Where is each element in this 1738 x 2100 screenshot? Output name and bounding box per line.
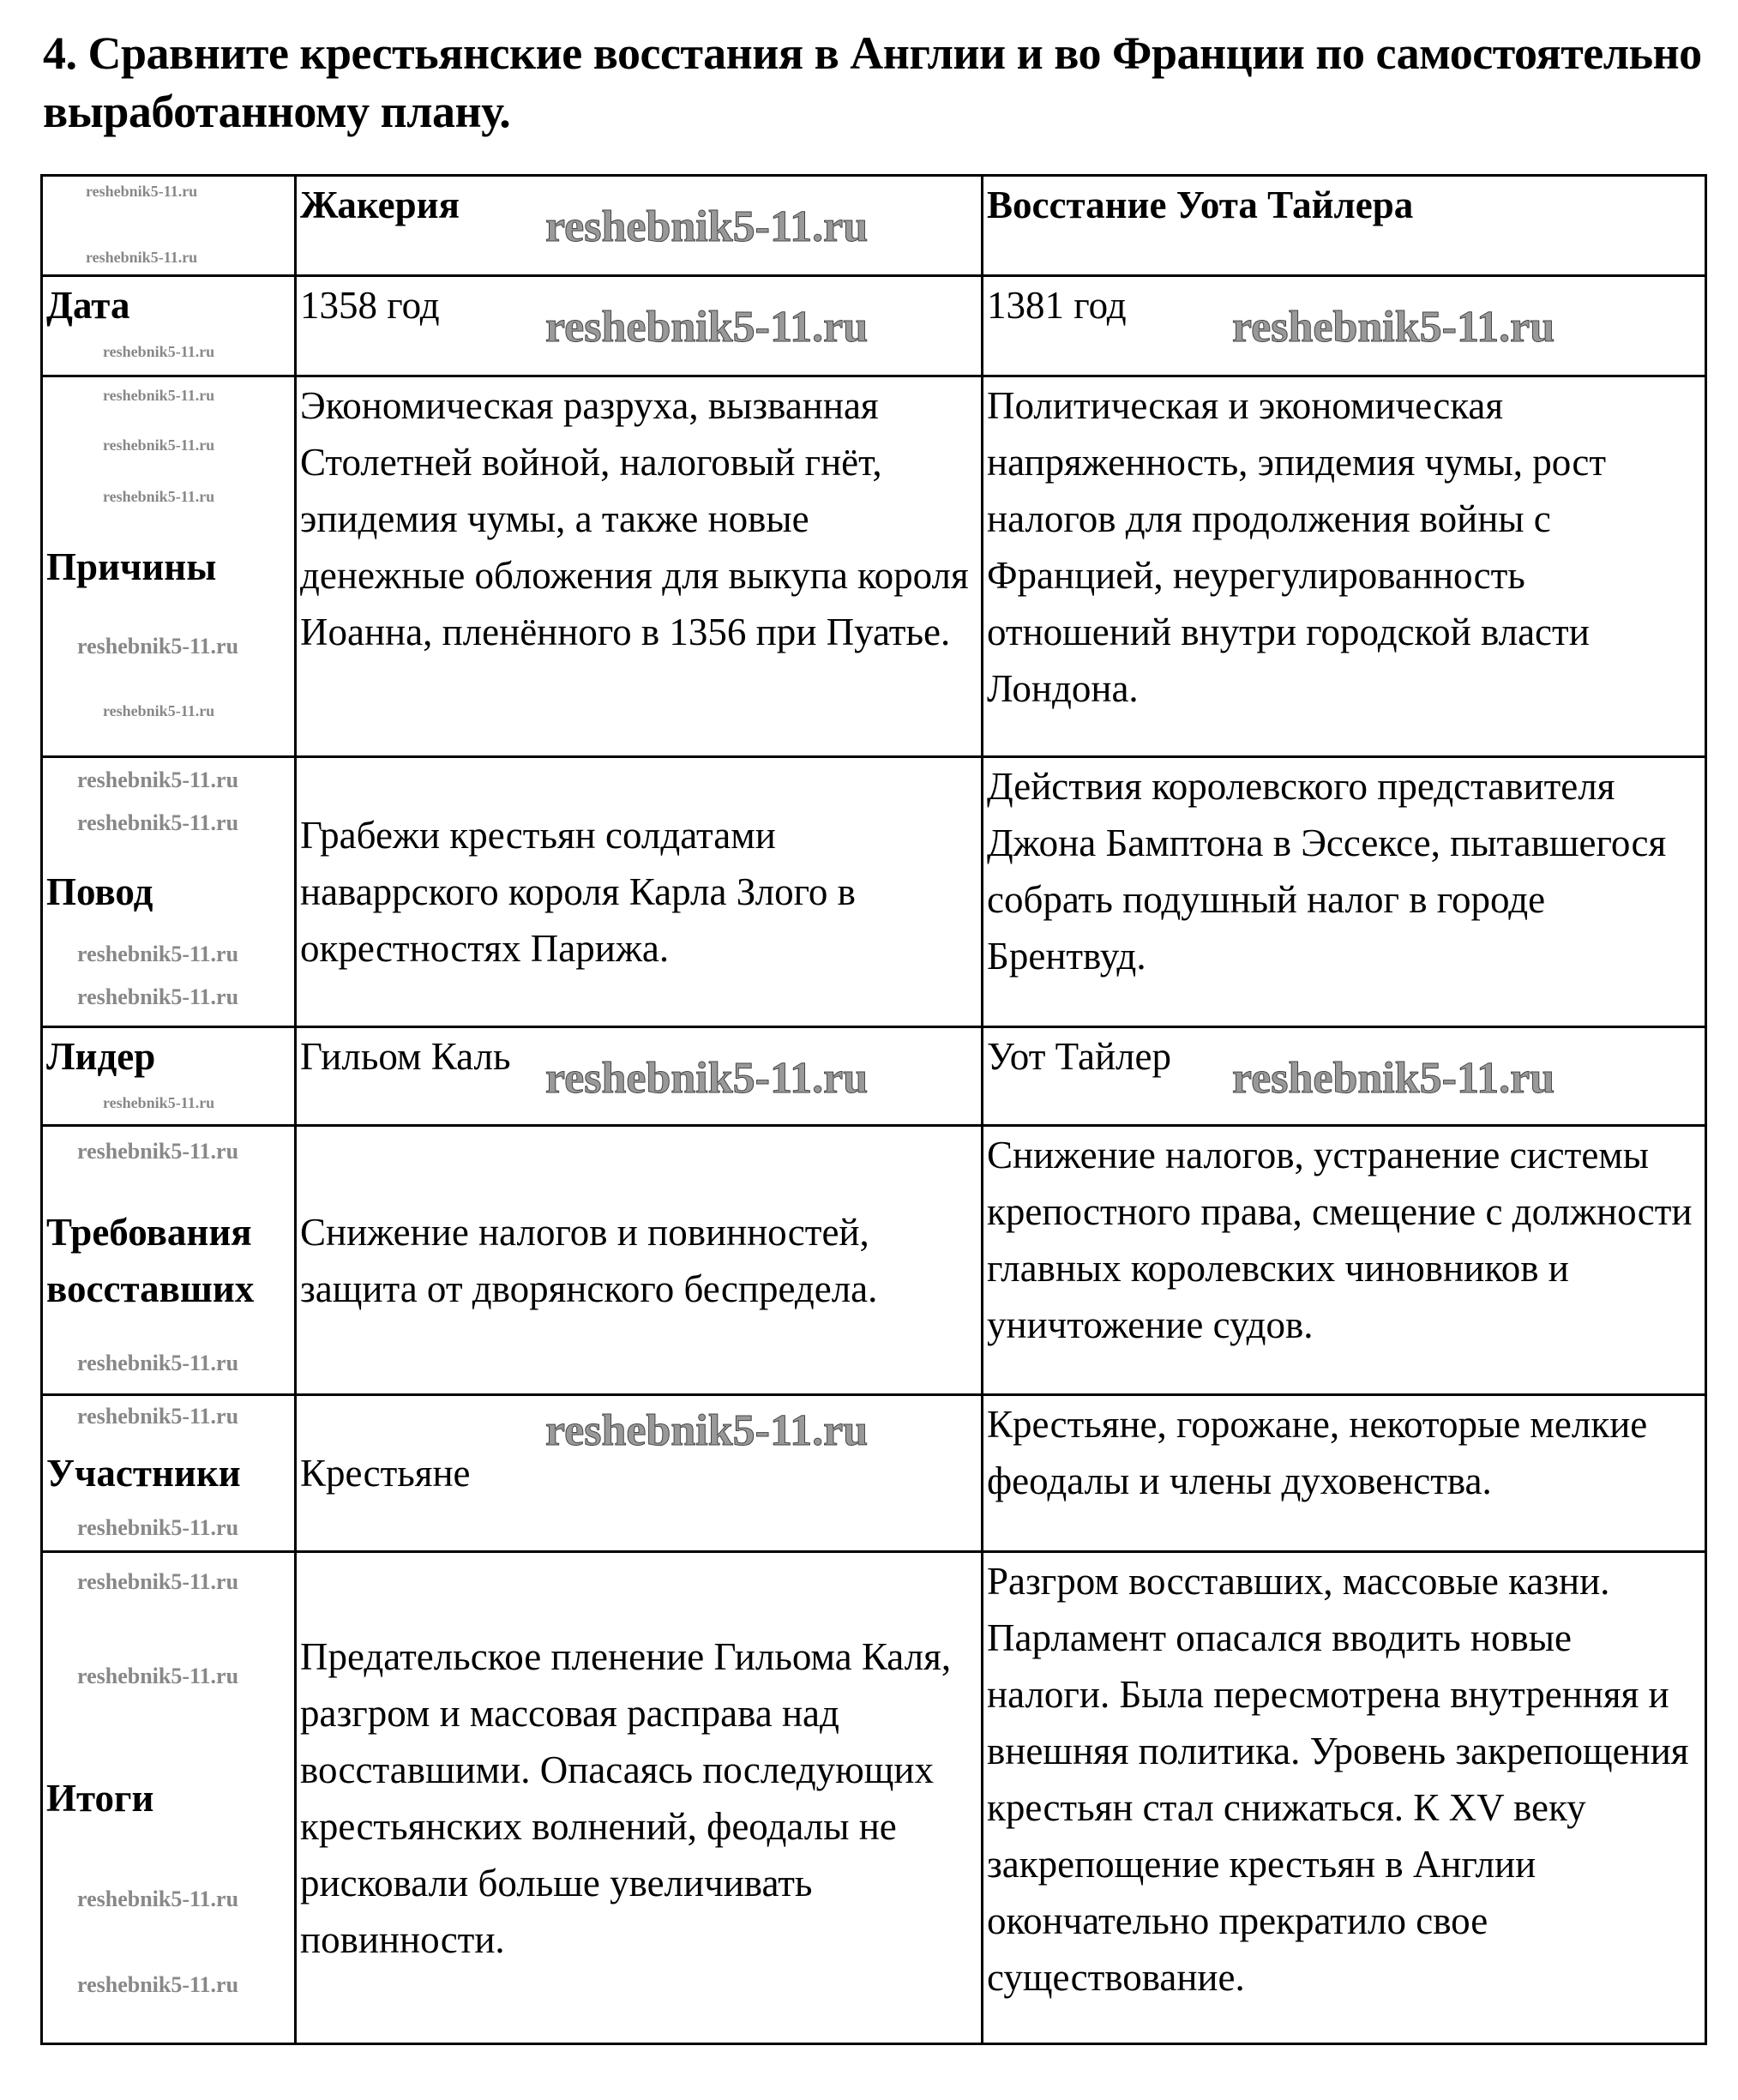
table-row [42, 1552, 1706, 2044]
watermark: reshebnik5-11.ru [77, 984, 239, 1009]
header-jacquerie: Жакерия [300, 184, 460, 226]
watermark: reshebnik5-11.ru [77, 1404, 239, 1429]
row-label: Требования восставших [46, 1210, 255, 1310]
watermark: reshebnik5-11.ru [545, 1406, 869, 1455]
table-row [42, 1395, 1706, 1552]
cell-tyler: Действия королевского представителя Джона Бамптона в Эссексе, пытавшегося собрать подушный налог в городе Брентвуд. [983, 757, 1706, 1027]
comparison-table [40, 174, 1707, 2045]
watermark: reshebnik5-11.ru [77, 767, 239, 792]
row-label-cell [42, 757, 296, 1027]
row-label: Итоги [46, 1776, 154, 1820]
watermark: reshebnik5-11.ru [77, 1664, 239, 1688]
cell-tyler: Разгром восставших, массовые казни. Парламент опасался вводить новые налоги. Была пересмотрена внутренняя и внешняя политика. Уровень закрепощения крестьян стал снижаться. К XV веку закрепощение крестьян в Англии окончательно прекратило свое существование. [983, 1552, 1706, 2044]
cell-tyler: 1381 год [987, 284, 1127, 327]
cell-tyler-cell [983, 1027, 1706, 1126]
watermark: reshebnik5-11.ru [77, 810, 239, 835]
row-label-cell [42, 1126, 296, 1395]
cell-tyler: Политическая и экономическая напряженность, эпидемия чумы, рост налогов для продолжения войны с Францией, неурегулированность отношений внутри городской власти Лондона. [983, 376, 1706, 757]
table-row [42, 1027, 1706, 1126]
watermark: reshebnik5-11.ru [77, 1569, 239, 1594]
cell-jacquerie-cell [296, 1395, 983, 1552]
watermark: reshebnik5-11.ru [103, 436, 215, 454]
watermark: reshebnik5-11.ru [77, 1351, 239, 1375]
watermark: reshebnik5-11.ru [77, 942, 239, 966]
row-label: Причины [46, 545, 217, 588]
watermark: reshebnik5-11.ru [77, 1139, 239, 1164]
watermark: reshebnik5-11.ru [103, 1094, 215, 1111]
cell-jacquerie: Гильом Каль [300, 1035, 511, 1078]
cell-tyler-cell [983, 276, 1706, 376]
cell-jacquerie: Предательское пленение Гильома Каля, разгром и массовая расправа над восставшими. Опасаясь последующих крестьянских волнений, феодалы не рисковали больше увеличивать повинности. [296, 1552, 983, 2044]
row-label-cell [42, 376, 296, 757]
cell-jacquerie: 1358 год [300, 284, 440, 327]
watermark: reshebnik5-11.ru [86, 183, 198, 200]
cell-jacquerie: Экономическая разруха, вызванная Столетней войной, налоговый гнёт, эпидемия чумы, а также новые денежные обложения для выкупа короля Иоанна, пленённого в 1356 при Пуатье. [296, 376, 983, 757]
header-jacquerie-cell [296, 176, 983, 276]
watermark: reshebnik5-11.ru [545, 1054, 869, 1103]
row-label: Повод [46, 870, 153, 913]
watermark: reshebnik5-11.ru [77, 1515, 239, 1540]
cell-jacquerie: Грабежи крестьян солдатами наваррского короля Карла Злого в окрестностях Парижа. [296, 757, 983, 1027]
header-empty-cell [42, 176, 296, 276]
row-label: Участники [46, 1452, 241, 1495]
cell-tyler: Уот Тайлер [987, 1035, 1171, 1078]
watermark: reshebnik5-11.ru [1232, 1054, 1555, 1103]
row-label-cell [42, 1395, 296, 1552]
row-label: Лидер [46, 1035, 156, 1078]
cell-jacquerie-cell [296, 1027, 983, 1126]
cell-jacquerie: Снижение налогов и повинностей, защита от дворянского беспредела. [296, 1126, 983, 1395]
row-label-cell [42, 1027, 296, 1126]
row-label: Дата [46, 284, 130, 327]
watermark: reshebnik5-11.ru [77, 1972, 239, 1997]
watermark: reshebnik5-11.ru [1232, 303, 1555, 352]
watermark: reshebnik5-11.ru [103, 343, 215, 360]
watermark: reshebnik5-11.ru [86, 249, 198, 266]
table-row [42, 276, 1706, 376]
page-title: 4. Сравните крестьянские восстания в Англии и во Франции по самостоятельно выработанному плану. [43, 27, 1702, 137]
watermark: reshebnik5-11.ru [77, 1886, 239, 1911]
cell-tyler: Снижение налогов, устранение системы крепостного права, смещение с должности главных королевских чиновников и уничтожение судов. [983, 1126, 1706, 1395]
row-label-cell [42, 276, 296, 376]
table-row [42, 376, 1706, 757]
watermark: reshebnik5-11.ru [103, 702, 215, 719]
cell-tyler: Крестьяне, горожане, некоторые мелкие феодалы и члены духовенства. [983, 1395, 1706, 1552]
watermark: reshebnik5-11.ru [103, 488, 215, 505]
watermark: reshebnik5-11.ru [77, 634, 239, 659]
table-row [42, 1126, 1706, 1395]
cell-jacquerie-cell [296, 276, 983, 376]
watermark: reshebnik5-11.ru [103, 387, 215, 404]
table-header-row [42, 176, 1706, 276]
row-label-cell [42, 1552, 296, 2044]
watermark: reshebnik5-11.ru [545, 202, 869, 251]
header-tyler: Восстание Уота Тайлера [983, 176, 1706, 276]
table-row [42, 757, 1706, 1027]
watermark: reshebnik5-11.ru [545, 303, 869, 352]
cell-jacquerie: Крестьяне [300, 1452, 471, 1495]
